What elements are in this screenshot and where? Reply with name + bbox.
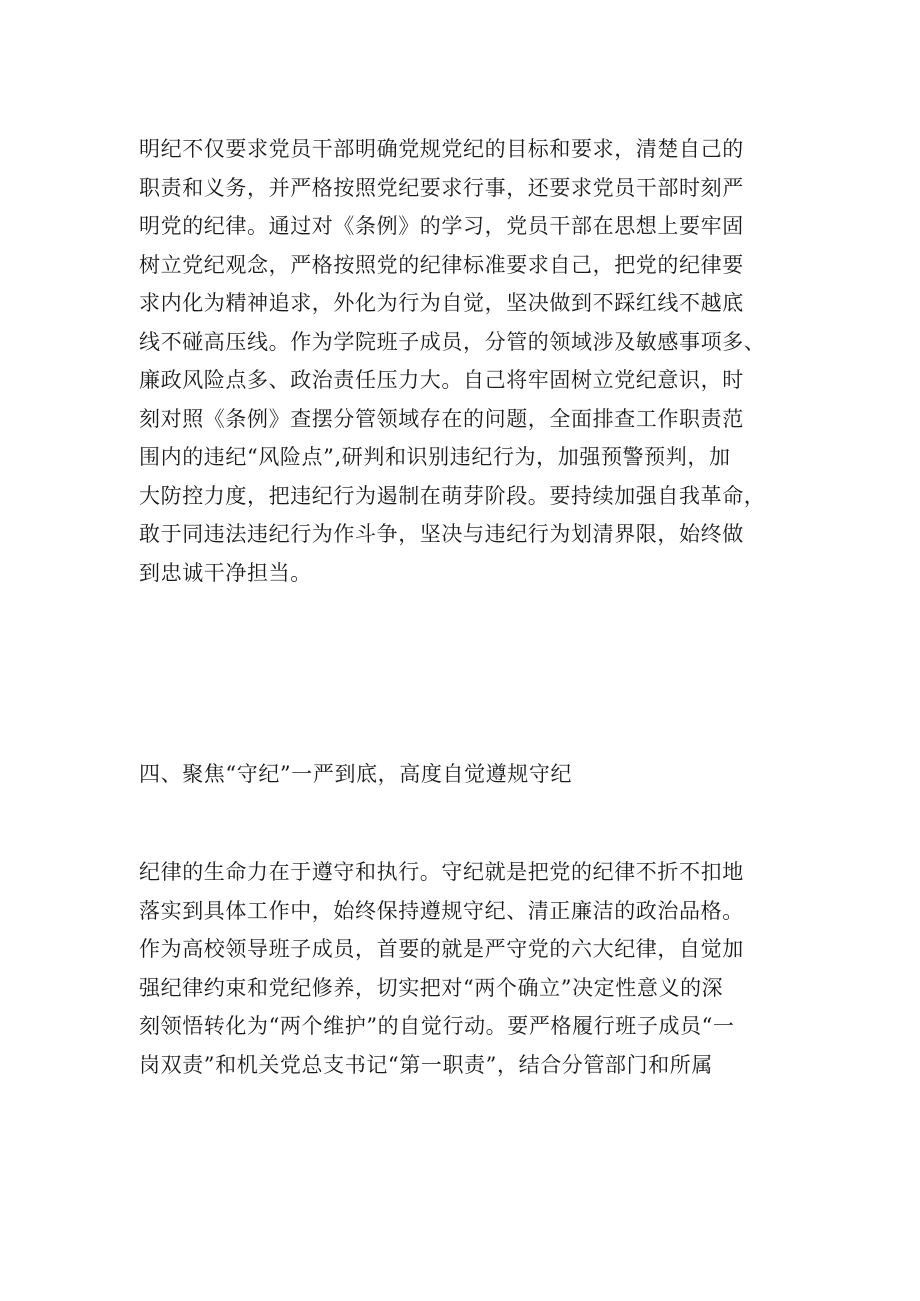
text-line: 岗双责”和机关党总支书记“第一职责”，结合分管部门和所属 — [139, 1052, 714, 1077]
text-line: 求内化为精神追求，外化为行为自觉，坚决做到不踩红线不越底 — [139, 291, 744, 315]
text-line: 围内的违纪“风险点”,研判和识别违纪行为，加强预警预判，加 — [139, 445, 731, 469]
text-line: 明党的纪律。通过对《条例》的学习，党员干部在思想上要牢固 — [139, 214, 744, 238]
text-line: 到忠诚干净担当。 — [139, 560, 312, 585]
section-heading — [139, 755, 799, 793]
text-line: 刻领悟转化为“两个维护”的自觉行动。要严格履行班子成员“一 — [139, 1014, 735, 1038]
text-line: 廉政风险点多、政治责任压力大。自己将牢固树立党纪意识，时 — [139, 368, 744, 392]
body-paragraph-1 — [139, 130, 799, 592]
text-line: 树立党纪观念，严格按照党的纪律标准要求自己，把党的纪律要 — [139, 252, 744, 277]
text-line: 作为高校领导班子成员，首要的就是严守党的六大纪律，自觉加 — [139, 937, 744, 961]
text-line: 刻对照《条例》查摆分管领域存在的问题，全面排查工作职责范 — [139, 406, 744, 431]
text-line: 强纪律约束和党纪修养，切实把对“两个确立”决定性意义的深 — [139, 975, 724, 1000]
text-line: 明纪不仅要求党员干部明确党规党纪的目标和要求，清楚自己的 — [139, 137, 744, 161]
body-paragraph-2 — [139, 853, 799, 1084]
text-line: 大防控力度，把违纪行为遏制在萌芽阶段。要持续加强自我革命， — [139, 483, 766, 508]
text-line: 落实到具体工作中，始终保持遵规守纪、清正廉洁的政治品格。 — [139, 898, 744, 923]
text-line: 线不碰高压线。作为学院班子成员，分管的领域涉及敏感事项多、 — [139, 329, 766, 354]
text-line: 职责和义务，并严格按照党纪要求行事，还要求党员干部时刻严 — [139, 175, 744, 200]
section-heading-text: 四、聚焦“守纪”一严到底，高度自觉遵规守纪 — [139, 762, 573, 786]
text-line: 敢于同违法违纪行为作斗争，坚决与违纪行为划清界限，始终做 — [139, 522, 744, 546]
text-line: 纪律的生命力在于遵守和执行。守纪就是把党的纪律不折不扣地 — [139, 860, 744, 884]
